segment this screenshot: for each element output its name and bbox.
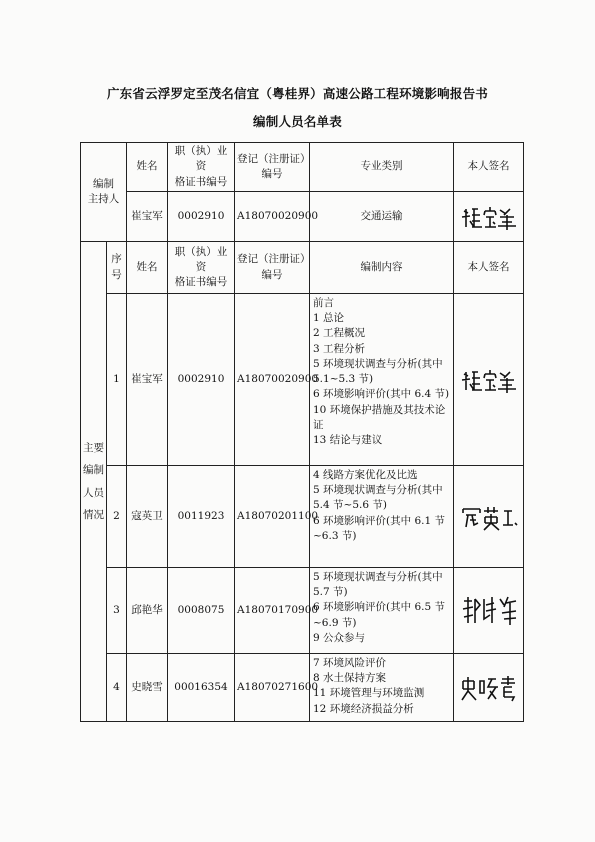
staff-seq: 3: [107, 568, 127, 654]
staff-row: [81, 294, 524, 466]
staff-header-row: [81, 242, 524, 294]
header-signature: 本人签名: [454, 242, 524, 294]
staff-reg: A18070170900: [235, 568, 310, 654]
staff-signature: [454, 466, 524, 568]
header-name: 姓名: [127, 143, 168, 192]
staff-cert: 0002910: [168, 294, 235, 466]
staff-row: [81, 654, 524, 722]
signature-image: [458, 503, 520, 531]
staff-name: 寇英卫: [127, 466, 168, 568]
staff-row: [81, 568, 524, 654]
document-subtitle: 编制人员名单表: [253, 114, 342, 129]
host-row: [81, 192, 524, 242]
staff-seq: 4: [107, 654, 127, 722]
header-name: 姓名: [127, 242, 168, 294]
header-cert: 职（执）业资 格证书编号: [168, 242, 235, 294]
staff-signature: [454, 654, 524, 722]
staff-reg: A18070020900: [235, 294, 310, 466]
host-specialty: 交通运输: [310, 192, 454, 242]
staff-signature: [454, 568, 524, 654]
staff-reg: A18070271600: [235, 654, 310, 722]
header-reg: 登记（注册证） 编号: [235, 242, 310, 294]
staff-name: 崔宝军: [127, 294, 168, 466]
staff-cert: 0011923: [168, 466, 235, 568]
staff-name: 史晓雪: [127, 654, 168, 722]
host-section-label: 编制 主持人: [81, 143, 127, 242]
staff-content: 5 环境现状调查与分析(其中 5.7 节) 6 环境影响评价(其中 6.5 节~6.9 节) 9 公众参与: [310, 568, 454, 654]
staff-name: 邱艳华: [127, 568, 168, 654]
header-seq: 序 号: [107, 242, 127, 294]
staff-table: [80, 142, 524, 722]
signature-image: [458, 673, 520, 703]
header-content: 编制内容: [310, 242, 454, 294]
staff-reg: A18070201100: [235, 466, 310, 568]
signature-image: [458, 366, 520, 394]
staff-content: 7 环境风险评价 8 水土保持方案 11 环境管理与环境监测 12 环境经济损益分析: [310, 654, 454, 722]
header-signature: 本人签名: [454, 143, 524, 192]
staff-section-label: 主要 编制 人员 情况: [81, 242, 107, 722]
host-cert: 0002910: [168, 192, 235, 242]
signature-image: [458, 203, 520, 231]
host-header-row: [81, 143, 524, 192]
header-specialty: 专业类别: [310, 143, 454, 192]
staff-cert: 0008075: [168, 568, 235, 654]
staff-content: 4 线路方案优化及比选 5 环境现状调查与分析(其中 5.4 节~5.6 节) 6 环境影响评价(其中 6.1 节~6.3 节): [310, 466, 454, 568]
staff-content: 前言 1 总论 2 工程概况 3 工程分析 5 环境现状调查与分析(其中 5.1~5.3 节) 6 环境影响评价(其中 6.4 节) 10 环境保护措施及其技术论证 13 结论与建议: [310, 294, 454, 466]
host-signature: [454, 192, 524, 242]
staff-seq: 2: [107, 466, 127, 568]
signature-image: [458, 593, 520, 629]
staff-cert: 00016354: [168, 654, 235, 722]
document-title: 广东省云浮罗定至茂名信宜（粤桂界）高速公路工程环境影响报告书: [106, 86, 488, 101]
staff-signature: [454, 294, 524, 466]
staff-seq: 1: [107, 294, 127, 466]
header-reg: 登记（注册证） 编号: [235, 143, 310, 192]
header-cert: 职（执）业资 格证书编号: [168, 143, 235, 192]
host-name: 崔宝军: [127, 192, 168, 242]
host-reg: A18070020900: [235, 192, 310, 242]
staff-row: [81, 466, 524, 568]
